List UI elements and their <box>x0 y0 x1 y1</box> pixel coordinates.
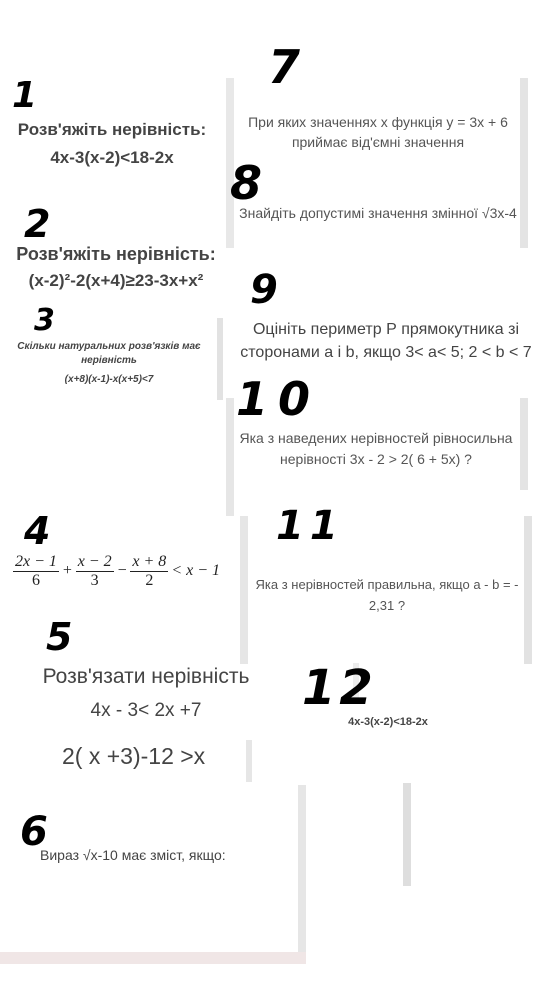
task-number-4: 4 <box>24 509 51 553</box>
task-number-3: 3 <box>34 303 55 338</box>
plus-sign: + <box>61 561 73 579</box>
fraction-3 <box>130 553 168 589</box>
task-3-expression: (х+8)(х-1)-х(х+5)<7 <box>64 374 154 385</box>
task-number-2: 2 <box>24 202 51 246</box>
card-edge <box>246 740 252 782</box>
card-edge <box>403 783 411 886</box>
task-6-text: Вираз √х-10 має зміст, якщо: <box>40 847 226 863</box>
fraction-1 <box>13 553 59 589</box>
minus-sign: − <box>116 561 128 579</box>
task-number-1: 1 <box>12 75 38 116</box>
card-edge <box>226 398 234 516</box>
fraction-3-denominator: 2 <box>145 571 154 589</box>
task-number-10: 10 <box>236 372 321 426</box>
task-11-text: Яка з нерівностей правильна, якщо а - b = - 2,31 ? <box>255 577 519 613</box>
card-bottom <box>0 952 306 964</box>
task-2-expression: (х-2)²-2(х+4)≥23-3х+х² <box>28 271 204 290</box>
card-edge <box>240 516 248 664</box>
task-5-title: Розв'язати нерівність <box>42 665 250 688</box>
card-edge <box>520 398 528 490</box>
task-3-text: Скільки натуральних розв'язків має нерівність <box>17 341 201 366</box>
task-4-inequality <box>10 553 246 589</box>
task-2-title: Розв'яжіть нерівність: <box>16 244 216 264</box>
task-1-expression: 4х-3(х-2)<18-2х <box>50 148 174 167</box>
fraction-3-numerator: x + 8 <box>132 553 167 570</box>
card-edge <box>217 318 223 400</box>
task-9-text: Оцініть периметр Р прямокутника зі сторонами а і b, якщо 3< а< 5; 2 < b < 7 <box>240 321 532 361</box>
fraction-2-numerator: x − 2 <box>77 553 112 570</box>
task-8-text: Знайдіть допустимі значення змінної √3х-4 <box>239 205 517 221</box>
fraction-2-denominator: 3 <box>90 571 99 589</box>
task-number-7: 7 <box>268 40 301 94</box>
card-edge <box>298 785 306 953</box>
fraction-1-numerator: 2x − 1 <box>15 553 57 570</box>
task-number-11: 11 <box>276 503 344 549</box>
task-1-title: Розв'яжіть нерівність: <box>17 120 207 139</box>
fraction-2 <box>76 553 114 589</box>
task-number-6: 6 <box>20 809 48 855</box>
card-edge <box>524 516 532 664</box>
task-number-9: 9 <box>250 267 278 313</box>
task-12-text: 4x-3(x-2)<18-2x <box>348 716 428 728</box>
task-10-text: Яка з наведених нерівностей рівносильна нерівності 3х - 2 > 2( 6 + 5х) ? <box>239 430 513 467</box>
task-7-text: При яких значеннях х функція у = 3х + 6 приймає від'ємні значення <box>248 114 508 150</box>
fraction-1-denominator: 6 <box>31 571 40 589</box>
task-number-5: 5 <box>46 615 73 659</box>
card-edge <box>520 78 528 248</box>
right-hand-side: < x − 1 <box>171 562 221 580</box>
task-5-line-2: 2( x +3)-12 >x <box>62 743 206 769</box>
task-5-line-1: 4x - 3< 2x +7 <box>90 700 202 721</box>
task-number-8: 8 <box>230 156 263 210</box>
task-number-12: 12 <box>302 660 377 716</box>
